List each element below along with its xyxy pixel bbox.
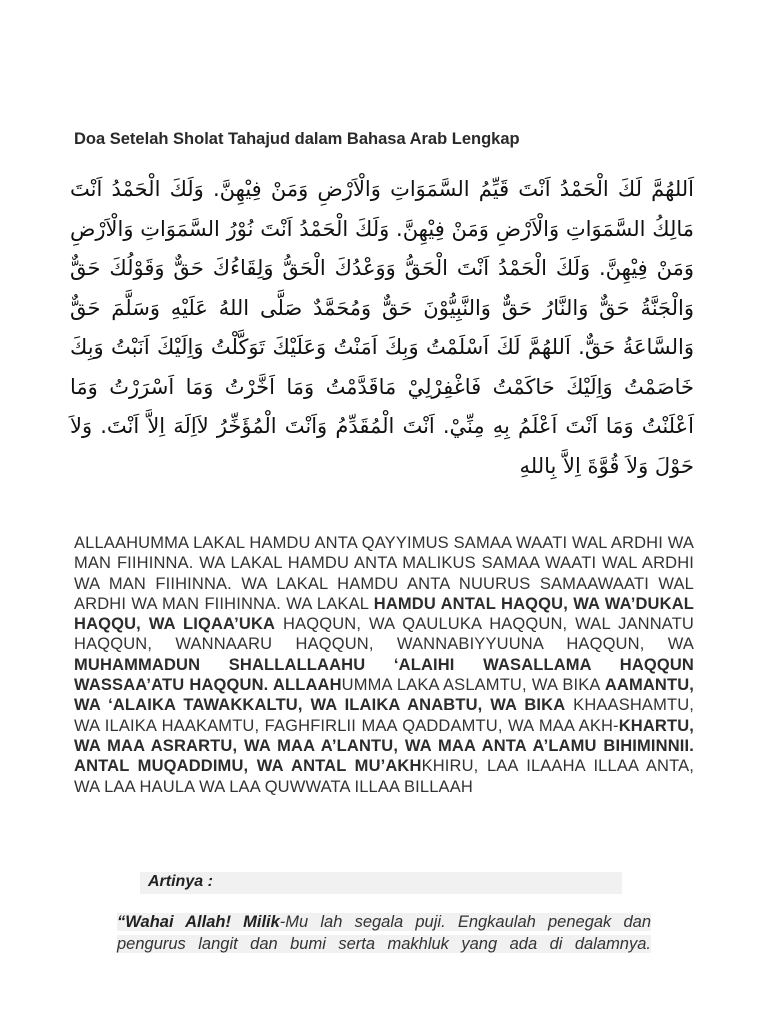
- translation-rest: -Mu lah segala puji. Engkaulah penegak dan pengurus langit dan bumi serta makhluk yang ada di dalamnya.: [117, 913, 651, 953]
- translation-text: [117, 911, 651, 955]
- latin-segment: ALLAAHUMMA LAKAL HAMDU ANTA QAYYIMUS SAMAA WAATI WAL ARDHI WA MAN FIIHINNA. WA LAKAL HAMDU ANTA MALIKUS SAMAA WAATI WAL ARDHI WA MAN FIIHINNA. WA LAKAL HAMDU ANTA NUURUS SAMAAWAATI WAL ARDHI WA MAN FIIHINNA. WA LAKAL: [74, 534, 694, 613]
- document-title: Doa Setelah Sholat Tahajud dalam Bahasa Arab Lengkap: [74, 130, 520, 148]
- latin-segment: UMMA LAKA ASLAMTU, WA BIKA: [341, 676, 605, 695]
- latin-segment-bold: AAMANTU, WA ‘ALAIKA TAWAKKALTU, WA ILAIKA ANABTU, WA BIKA: [74, 676, 695, 715]
- latin-transliteration: [74, 533, 694, 797]
- translation-open-quote: “: [117, 913, 126, 931]
- artinya-heading-bar: [140, 872, 622, 894]
- latin-segment-bold: KHARTU, WA MAA ASRARTU, WA MAA A’LANTU, WA MAA ANTA A’LAMU BIHIMINNII. ANTAL MUQADDIMU, WA ANTAL MU’AKH: [74, 716, 694, 776]
- latin-segment: HAQQUN, WA QAULUKA HAQQUN, WAL JANNATU HAQQUN, WANNAARU HAQQUN, WANNABIYYUUNA HAQQUN, WA: [74, 615, 694, 654]
- latin-segment: KHAASHAMTU, WA ILAIKA HAAKAMTU, FAGHFIRLII MAA QADDAMTU, WA MAA AKH-: [74, 696, 694, 735]
- latin-segment-bold: HAMDU ANTAL HAQQU, WA WA’DUKAL HAQQU, WA LIQAA’UKA: [74, 594, 694, 634]
- artinya-label: Artinya :: [148, 873, 213, 890]
- translation-bold: Wahai Allah! Milik: [125, 913, 280, 931]
- arabic-prayer-text: اَللهُمَّ لَكَ الْحَمْدُ اَنْتَ قَيِّمُ السَّمَوَاتِ وَالْاَرْضِ وَمَنْ فِيْهِنَّ. وَلَكَ الْحَمْدُ اَنْتَ مَالِكُ السَّمَوَاتِ وَالْاَرْضِ وَمَنْ فِيْهِنَّ. وَلَكَ الْحَمْدُ اَنْتَ نُوْرُ السَّمَوَاتِ وَالْاَرْضِ وَمَنْ فِيْهِنَّ. وَلَكَ الْحَمْدُ اَنْتَ الْحَقُّ وَوَعْدُكَ الْحَقُّ وَلِقَاءُكَ حَقٌّ وَقَوْلُكَ حَقٌّ وَالْجَنَّةُ حَقٌّ وَالنَّارُ حَقٌّ وَالنَّبِيُّوْنَ حَقٌّ وَمُحَمَّدٌ صَلَّى اللهُ عَلَيْهِ وَسَلَّمَ حَقٌّ وَالسَّاعَةُ حَقٌّ. اَللهُمَّ لَكَ اَسْلَمْتُ وَبِكَ اَمَنْتُ وَعَلَيْكَ تَوَكَّلْتُ وَاِلَيْكَ اَنَبْتُ وَبِكَ خَاصَمْتُ وَاِلَيْكَ حَاكَمْتُ فَاغْفِرْلِيْ مَاقَدَّمْتُ وَمَا اَخَّرْتُ وَمَا اَسْرَرْتُ وَمَا اَعْلَنْتُ وَمَا اَنْتَ اَعْلَمُ بِهِ مِنِّيْ. اَنْتَ الْمُقَدِّمُ وَاَنْتَ الْمُؤَخِّرُ لاَاِلَهَ اِلاَّ اَنْتَ. وَلاَ حَوْلَ وَلاَ قُوَّةَ اِلاَّ بِاللهِ: [70, 177, 694, 478]
- latin-segment-bold: MUHAMMADUN SHALLALLAAHU ‘ALAIHI WASALLAMA HAQQUN WASSAA’ATU HAQQUN. ALLAAH: [74, 655, 694, 695]
- latin-segment: KHIRU, LAA ILAAHA ILLAA ANTA, WA LAA HAULA WA LAA QUWWATA ILLAA BILLAAH: [74, 757, 694, 796]
